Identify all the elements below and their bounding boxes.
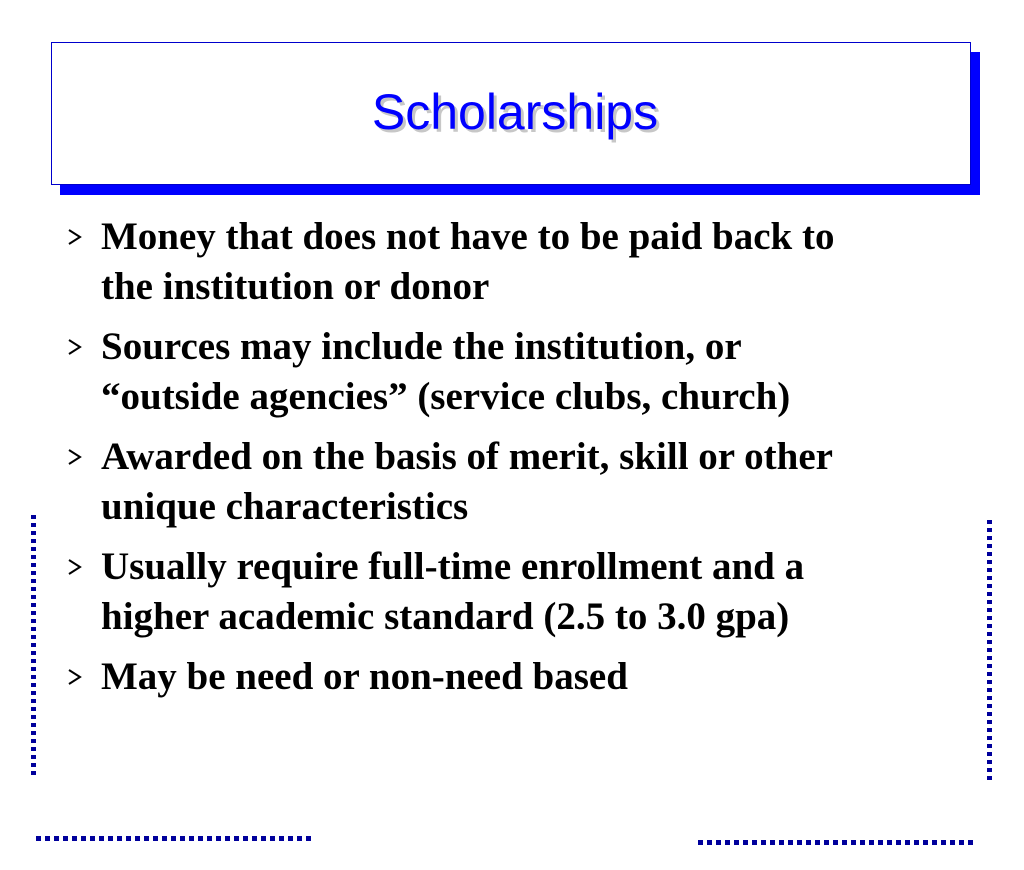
bullet-text-line: the institution or donor bbox=[101, 265, 490, 308]
arrow-bullet-icon bbox=[67, 432, 93, 482]
bullet-item bbox=[65, 322, 975, 422]
arrow-bullet-icon bbox=[67, 652, 93, 702]
bullet-text-line: May be need or non-need based bbox=[101, 655, 628, 698]
bullet-item bbox=[65, 652, 975, 702]
bullet-text-line: Money that does not have to be paid back to bbox=[101, 215, 835, 258]
bullet-item bbox=[65, 212, 975, 312]
arrow-bullet-icon bbox=[67, 212, 93, 262]
bullet-text-line: unique characteristics bbox=[101, 485, 469, 528]
arrow-bullet-icon bbox=[67, 542, 93, 592]
bullet-text-line: Sources may include the institution, or bbox=[101, 325, 742, 368]
bullet-text-line: Awarded on the basis of merit, skill or other bbox=[101, 435, 833, 478]
slide-title: Scholarships bbox=[371, 83, 659, 140]
title-box bbox=[51, 42, 971, 185]
bullet-item bbox=[65, 432, 975, 532]
bottom-left-dotted-line bbox=[36, 836, 312, 841]
bottom-right-dotted-line bbox=[698, 840, 976, 845]
bullet-list bbox=[65, 212, 975, 712]
bullet-text-line: higher academic standard (2.5 to 3.0 gpa) bbox=[101, 595, 790, 638]
bullet-text-line: Usually require full-time enrollment and a bbox=[101, 545, 805, 588]
left-dotted-line bbox=[31, 515, 36, 775]
arrow-bullet-icon bbox=[67, 322, 93, 372]
bullet-item bbox=[65, 542, 975, 642]
bullet-text-line: “outside agencies” (service clubs, church) bbox=[101, 375, 791, 418]
right-dotted-line bbox=[987, 520, 992, 782]
